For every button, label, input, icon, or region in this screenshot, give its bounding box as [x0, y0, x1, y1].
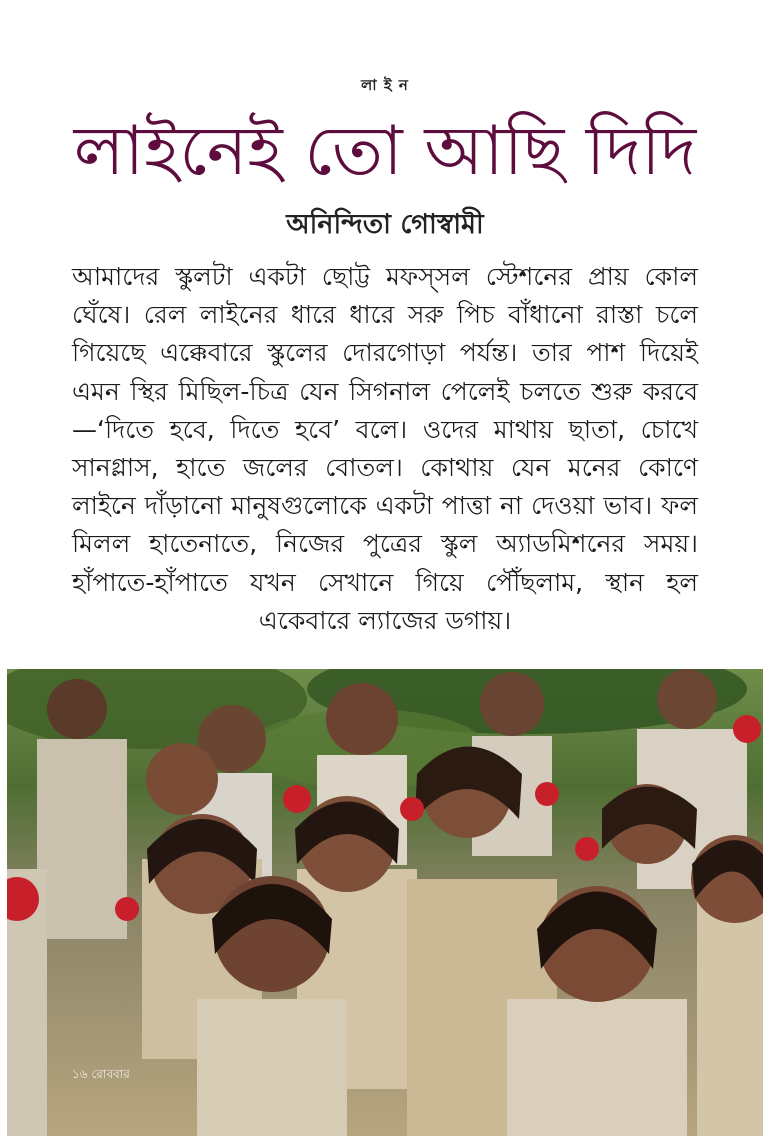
article-title: লাইনেই তো আছি দিদি [73, 112, 697, 191]
author-byline: অনিন্দিতা গোস্বামী [286, 209, 484, 240]
page-folio: ১৬ রোববার [72, 1067, 130, 1081]
schoolchildren-photo [7, 669, 763, 1136]
section-label: লা ই ন [361, 76, 409, 94]
article-body: আমাদের স্কুলটা একটা ছোট্ট মফস্সল স্টেশনের প্রায় কোল ঘেঁষে। রেল লাইনের ধারে ধারে সরু পিচ বাঁধানো রাস্তা চলে গিয়েছে এক্কেবারে স্কুলের দোরগোড়া পর্যন্ত। তার পাশ দিয়েই এমন স্থির মিছিল-চিত্র যেন সিগনাল পেলেই চলতে শুরু করবে—‘দিতে হবে, দিতে হবে’ বলে। ওদের মাথায় ছাতা, চোখে সানগ্লাস, হাতে জলের বোতল। কোথায় যেন মনের কোণে লাইনে দাঁড়ানো মানুষগুলোকে একটা পাত্তা না দেওয়া ভাব। ফল মিলল হাতেনাতে, নিজের পুত্রের স্কুল অ্যাডমিশনের সময়। হাঁপাতে-হাঁপাতে যখন সেখানে গিয়ে পৌঁছলাম, স্থান হল একেবারে ল্যাজের ডগায়। [72, 262, 698, 635]
